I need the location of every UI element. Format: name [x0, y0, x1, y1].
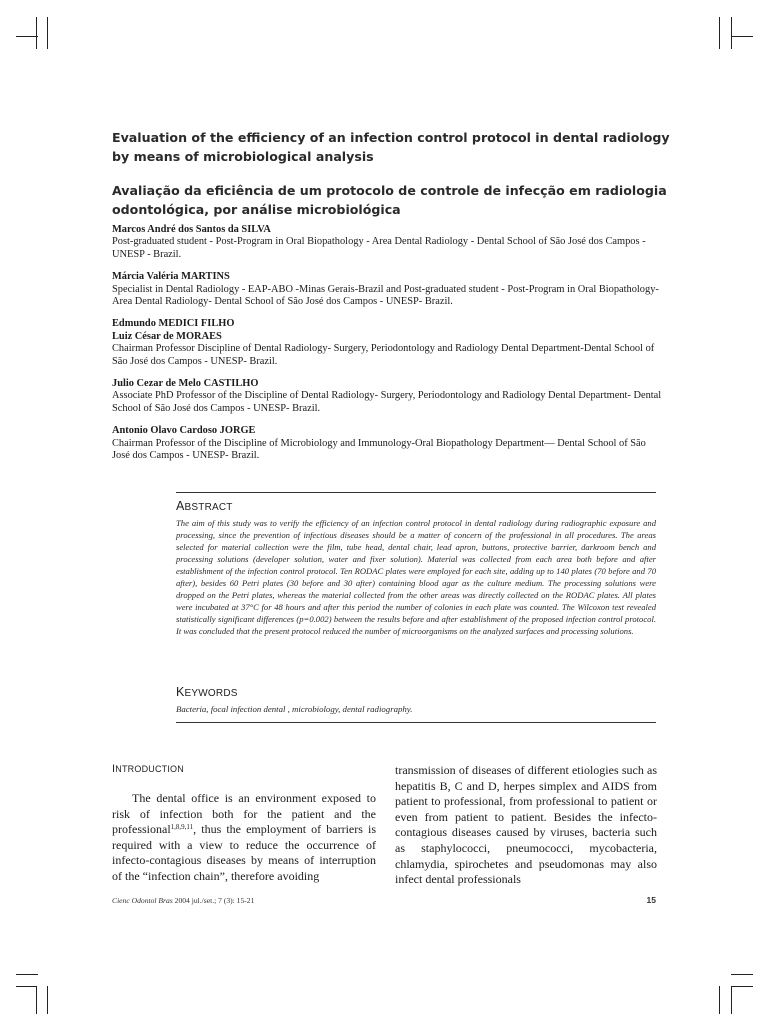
crop-mark [16, 36, 38, 37]
body-text: The dental office is an environment exposed to risk of infection both for the patient and the professional [112, 791, 376, 837]
crop-mark [719, 17, 720, 49]
crop-mark [47, 986, 48, 1014]
body-column-right: transmission of diseases of different etiologies such as hepatitis B, C and D, herpes simplex and AIDS from patient to professional, from professional to patient or even from patient to patient. Besides the infecto-contagious diseases caused by viruses, bacteria such as staphylococci, pneumococci, mycobacteria, chlamydia, spirochetes and pseudomonas may also infect dental professionals [395, 763, 657, 887]
keywords-bottom-rule [176, 722, 656, 723]
keywords-text: Bacteria, focal infection dental , microbiology, dental radiography. [176, 704, 413, 714]
journal-citation [112, 896, 254, 905]
keywords-heading-initial: K [176, 685, 185, 699]
body-text: , thus the employment of barriers is required with a view to reduce the occurrence of infecto-contagious diseases by means of interruption of the “infection chain”, therefore avoiding [112, 822, 376, 883]
crop-mark [731, 17, 732, 49]
author-affiliation: Chairman Professor of the Discipline of Microbiology and Immunology-Oral Biopathology Department— Dental School of São José dos Campos - UNESP- Brazil. [112, 437, 646, 462]
abstract-heading-rest: BSTRACT [184, 502, 233, 513]
journal-name: Cienc Odontol Bras [112, 896, 173, 905]
author-name: Luiz César de MORAES [112, 330, 222, 342]
body-column-left [112, 791, 376, 885]
crop-mark [16, 986, 36, 987]
crop-mark [36, 986, 37, 1014]
author-entry [112, 378, 664, 415]
author-affiliation: Associate PhD Professor of the Discipline of Dental Radiology- Surgery, Periodontology and Radiology Dental Department- Dental School of São José dos Campos - UNESP- Brazil. [112, 390, 662, 414]
abstract-heading-initial: A [176, 499, 185, 513]
crop-mark [719, 986, 720, 1014]
citation-details: 2004 jul./set.; 7 (3): 15-21 [172, 896, 255, 905]
abstract-heading [176, 499, 233, 513]
abstract-text: The aim of this study was to verify the efficiency of an infection control protocol in dental radiology during radiographic exposure and processing, since the prevention of infectious diseases should be a matter of concern of the professional in all procedures. The areas selected for material collection were the film, tube head, dental chair, lead apron, buttons, protective barrier, darkroom bench and processing solutions (developer solution, water and fixer solution). Material was collected from each area both before and after establishment of the infection control protocol. Ten RODAC plates were employed for each site, adding up to 140 plates (70 before and 70 after), besides 60 Petri plates (30 before and 30 after) containing blood agar as the culture medium. The processing solutions were dropped on the Petri plates, whereas the material collected from the other areas was directly collected on the RODAC plates. All plates were incubated at 37°C for 48 hours and after this period the number of colonies in each plate was counted. The Wilcoxon test revealed statistically significant differences (p=0.002) between the results before and after establishment of the proposed infection control protocol. It was concluded that the present protocol reduced the number of microorganisms on the analyzed surfaces and processing solutions. [176, 518, 656, 636]
author-entry [112, 271, 664, 308]
author-name: Julio Cezar de Melo CASTILHO [112, 378, 259, 390]
introduction-heading [112, 763, 184, 775]
crop-mark [731, 974, 753, 975]
introduction-heading-rest: NTRODUCTION [115, 764, 184, 774]
keywords-heading [176, 685, 238, 699]
author-affiliation: Post-graduated student - Post-Program in Oral Biopathology - Area Dental Radiology - Dental School of São José dos Campos - UNESP - Brazil. [112, 236, 646, 260]
crop-mark [47, 17, 48, 49]
author-name: Antonio Olavo Cardoso JORGE [112, 425, 256, 437]
crop-mark [16, 974, 38, 975]
author-affiliation: Chairman Professor Discipline of Dental Radiology- Surgery, Periodontology and Radiology Dental Department-Dental School of São José dos Campos - UNESP- Brazil. [112, 343, 655, 367]
crop-mark [731, 36, 753, 37]
author-entry [112, 318, 664, 368]
crop-mark [36, 17, 37, 49]
page-number: 15 [646, 895, 656, 905]
author-name: Edmundo MEDICI FILHO [112, 318, 235, 330]
abstract-top-rule [176, 492, 656, 493]
author-entry [112, 425, 664, 462]
article-title-portuguese: Avaliação da eficiência de um protocolo de controle de infecção em radiologia odontológica, por análise microbiológica [112, 183, 667, 217]
introduction-heading-initial: I [112, 763, 116, 775]
author-name: Marcos André dos Santos da SILVA [112, 224, 271, 235]
citation-superscript: 1,8,9,11 [170, 823, 194, 832]
author-name: Márcia Valéria MARTINS [112, 271, 230, 283]
crop-mark [731, 986, 732, 1014]
author-entry [112, 224, 664, 261]
article-title-english: Evaluation of the efficiency of an infection control protocol in dental radiology by means of microbiological analysis [112, 130, 670, 164]
author-affiliation: Specialist in Dental Radiology - EAP-ABO -Minas Gerais-Brazil and Post-graduated student - Post-Program in Oral Biopathology- Area Dental Radiology- Dental School of São José dos Campos - UNESP- Brazil. [112, 283, 659, 308]
author-list [112, 224, 664, 473]
keywords-heading-rest: EYWORDS [184, 688, 238, 699]
crop-mark [731, 986, 753, 987]
